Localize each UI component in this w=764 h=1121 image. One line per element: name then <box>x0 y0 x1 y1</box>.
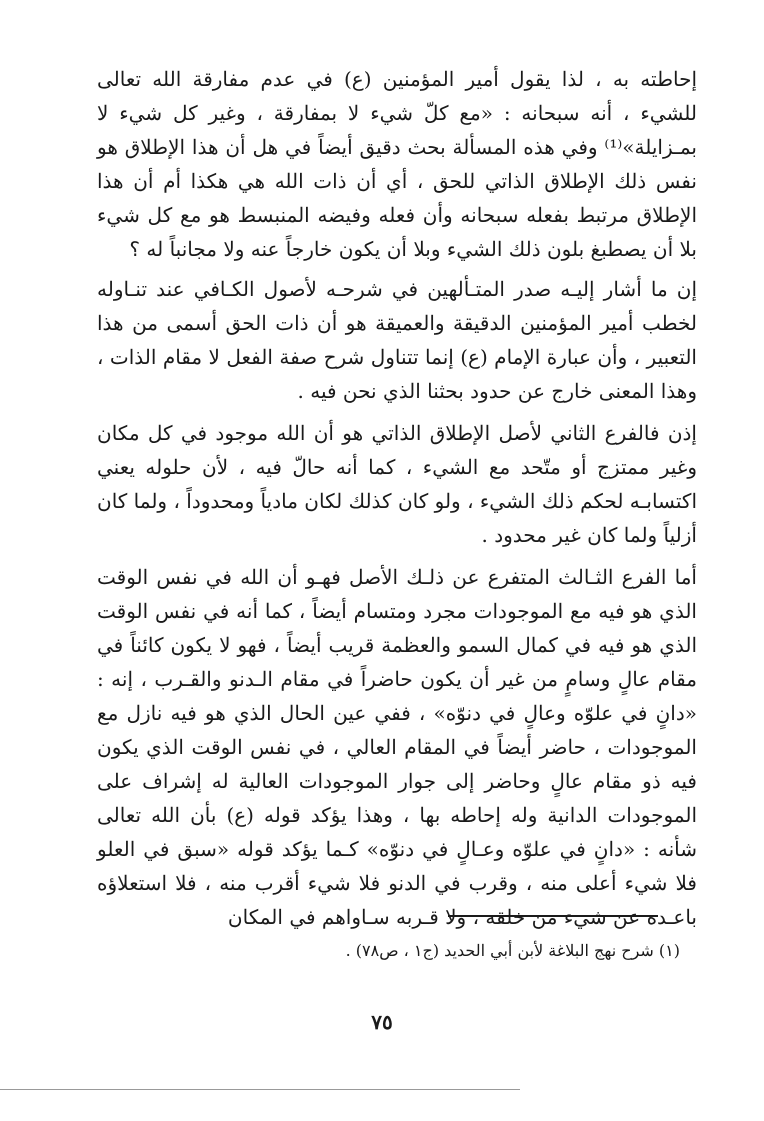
footnote: (١) شرح نهج البلاغة لأبن أبي الحديد (ج١ ، ص٧٨) . <box>345 941 680 960</box>
main-text <box>97 62 697 934</box>
paragraph-1: إحاطته به ، لذا يقول أمير المؤمنين (ع) في عدم مفارقة الله تعالى للشيء ، أنه سبحانه : «مع كلّ شيء لا بمفارقة ، وغير كل شيء لا بمـزايلة»⁽¹⁾ وفي هذه المسألة بحث دقيق أيضاً في هل أن هذا الإطلاق هو نفس ذلك الإطلاق الذاتي للحق ، أي أن ذات الله هي هكذا أم أن هذا الإطلاق مرتبط بفعله سبحانه وأن فعله وفيضه المنبسط هو مع كل شيء بلا أن يصطبغ بلون ذلك الشيء وبلا أن يكون خارجاً عنه ولا مجانباً له ؟ <box>97 67 697 261</box>
paragraph-3: إذن فالفرع الثاني لأصل الإطلاق الذاتي هو أن الله موجود في كل مكان وغير ممتزج أو متّحد مع الشيء ، كما أنه حالّ فيه ، لأن حلوله يعني اكتسابـه لحكم ذلك الشيء ، ولو كان كذلك لكان مادياً ومحدوداً ، ولما كان أزلياً ولما كان غير محدود . <box>97 421 697 547</box>
paragraph-2: إن ما أشار إليـه صدر المتـألهين في شرحـه لأصول الكـافي عند تنـاوله لخطب أمير المؤمنين الدقيقة والعميقة هو أن ذات الحق أسمى من هذا التعبير ، وأن عبارة الإمام (ع) إنما تتناول شرح صفة الفعل لا مقام الذات ، وهذا المعنى خارج عن حدود بحثنا الذي نحن فيه . <box>97 277 697 403</box>
page-number: ٧٥ <box>371 1010 393 1034</box>
scan-edge-line <box>0 1089 520 1090</box>
paragraph-4: أما الفرع الثـالث المتفرع عن ذلـك الأصل فهـو أن الله في نفس الوقت الذي هو فيه مع الموجودات مجرد ومتسام أيضاً ، كما أنه في نفس الوقت الذي هو فيه في كمال السمو والعظمة قريب أيضاً ، فهو لا يكون كائناً في مقام عالٍ وسامٍ من غير أن يكون حاضراً في مقام الـدنو والقـرب ، إنه : «دانٍ في علوّه وعالٍ في دنوّه» ، ففي عين الحال الذي هو فيه نازل مع الموجودات ، حاضر أيضاً في المقام العالي ، في نفس الوقت الذي يكون فيه ذو مقام عالٍ وحاضر إلى جوار الموجودات العالية له إشراف على الموجودات الدانية وله إحاطه بها ، وهذا يؤكد قوله (ع) بأن الله تعالى شأنه : «دانٍ في علوّه وعـالٍ في دنوّه» كـما يؤكد قوله «سبق في العلو فلا شيء أعلى منه ، وقرب في الدنو فلا شيء أقرب منه ، فلا استعلاؤه باعـده عن شيء من خلقه ، ولا قـربه سـاواهم في المكان <box>97 565 697 929</box>
footnote-divider <box>448 915 658 917</box>
